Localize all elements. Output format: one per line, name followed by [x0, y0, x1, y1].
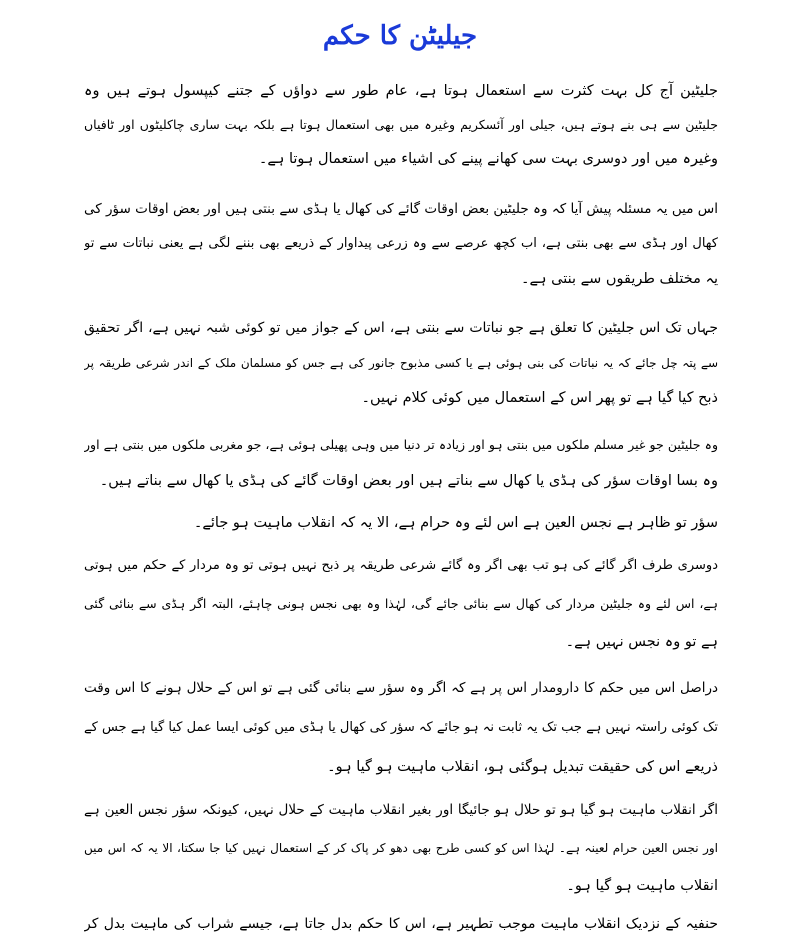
text-line: سے پتہ چل جائے کہ یہ نباتات کی بنی ہوئی ہے یا کسی مذبوح جانور کی ہے جس کو مسلمان ملک کے اندر شرعی طریقہ پر: [84, 356, 718, 370]
text-line: ہے، اس لئے وہ جلیٹین مردار کی کھال سے بنائی جائے گی، لہٰذا وہ بھی نجس ہونی چاہئے، البتہ اگر ہڈی سے بنائی گئی: [84, 596, 718, 611]
document-title: جیلیٹن کا حکم: [322, 21, 478, 51]
text-line: اس میں یہ مسئلہ پیش آیا کہ وہ جلیٹین بعض اوقات گائے کی کھال یا ہڈی سے بنتی ہیں اور بعض اوقات سؤر کی: [84, 201, 718, 217]
text-line: ہے تو وہ نجس نہیں ہے۔: [565, 634, 718, 650]
text-line: ذبح کیا گیا ہے تو پھر اس کے استعمال میں کوئی کلام نہیں۔: [361, 390, 718, 406]
text-line: اگر انقلاب ماہیت ہو گیا ہو تو حلال ہو جائیگا اور بغیر انقلاب ماہیت کے حلال نہیں، کیونکہ سؤر نجس العین ہے: [84, 802, 718, 818]
text-line: وہ بسا اوقات سؤر کی ہڈی یا کھال سے بناتے ہیں اور بعض اوقات گائے کی ہڈی یا کھال سے بناتے ہیں۔: [99, 473, 718, 489]
text-line: جلیٹین آج کل بہت کثرت سے استعمال ہوتا ہے، عام طور سے دواؤں کے جتنے کیپسول ہوتے ہیں وہ: [84, 83, 718, 99]
text-line: تک کوئی راستہ نہیں ہے جب تک یہ ثابت نہ ہو جائے کہ سؤر کی کھال یا ہڈی میں کوئی ایسا عمل کیا گیا ہے جس کے: [84, 720, 718, 735]
text-line: کھال اور ہڈی سے بھی بنتی ہے، اب کچھ عرصے سے وہ زرعی پیداوار کے ذریعے بھی بننے لگی ہے یعنی نباتات سے تو: [84, 236, 718, 251]
text-line: اور نجس العین حرام لعینہ ہے۔ لہٰذا اس کو کسی طرح بھی دھو کر پاک کر کے استعمال نہیں کیا جا سکتا، الا یہ کہ اس میں: [84, 841, 718, 855]
text-line: وہ جلیٹین جو غیر مسلم ملکوں میں بنتی ہو اور زیادہ تر دنیا میں وہی پھیلی ہوئی ہے، جو مغربی ملکوں میں بنتی ہے اور: [84, 437, 718, 452]
text-line: یہ مختلف طریقوں سے بنتی ہے۔: [521, 271, 718, 287]
text-line: انقلاب ماہیت ہو گیا ہو۔: [566, 878, 718, 894]
text-line: وغیرہ میں اور دوسری بہت سی کھانے پینے کی اشیاء میں استعمال ہوتا ہے۔: [258, 151, 718, 167]
text-line: حنفیہ کے نزدیک انقلاب ماہیت موجب تطہیر ہے، اس کا حکم بدل جاتا ہے، جیسے شراب کی ماہیت بدل کر: [84, 916, 718, 932]
text-line: دوسری طرف اگر گائے کی ہو تب بھی اگر وہ گائے شرعی طریقہ پر ذبح نہیں ہوتی تو وہ مردار کے حکم میں ہوتی: [84, 558, 718, 573]
text-line: سؤر تو ظاہر ہے نجس العین ہے اس لئے وہ حرام ہے، الا یہ کہ انقلاب ماہیت ہو جائے۔: [193, 515, 718, 531]
text-line: ذریعے اس کی حقیقت تبدیل ہوگئی ہو، انقلاب ماہیت ہو گیا ہو۔: [327, 759, 718, 775]
text-line: جلیٹین سے ہی بنے ہوتے ہیں، جیلی اور آئسکریم وغیرہ میں بھی استعمال ہوتا ہے بلکہ بہت ساری چاکلیٹوں اور ٹافیاں: [84, 117, 718, 132]
text-line: جہاں تک اس جلیٹین کا تعلق ہے جو نباتات سے بنتی ہے، اس کے جواز میں تو کوئی شبہ نہیں ہے، اگر تحقیق: [84, 320, 718, 336]
text-line: دراصل اس میں حکم کا دارومدار اس پر ہے کہ اگر وہ سؤر سے بنائی گئی ہے تو اس کے حلال ہونے کا اس وقت: [84, 680, 718, 696]
